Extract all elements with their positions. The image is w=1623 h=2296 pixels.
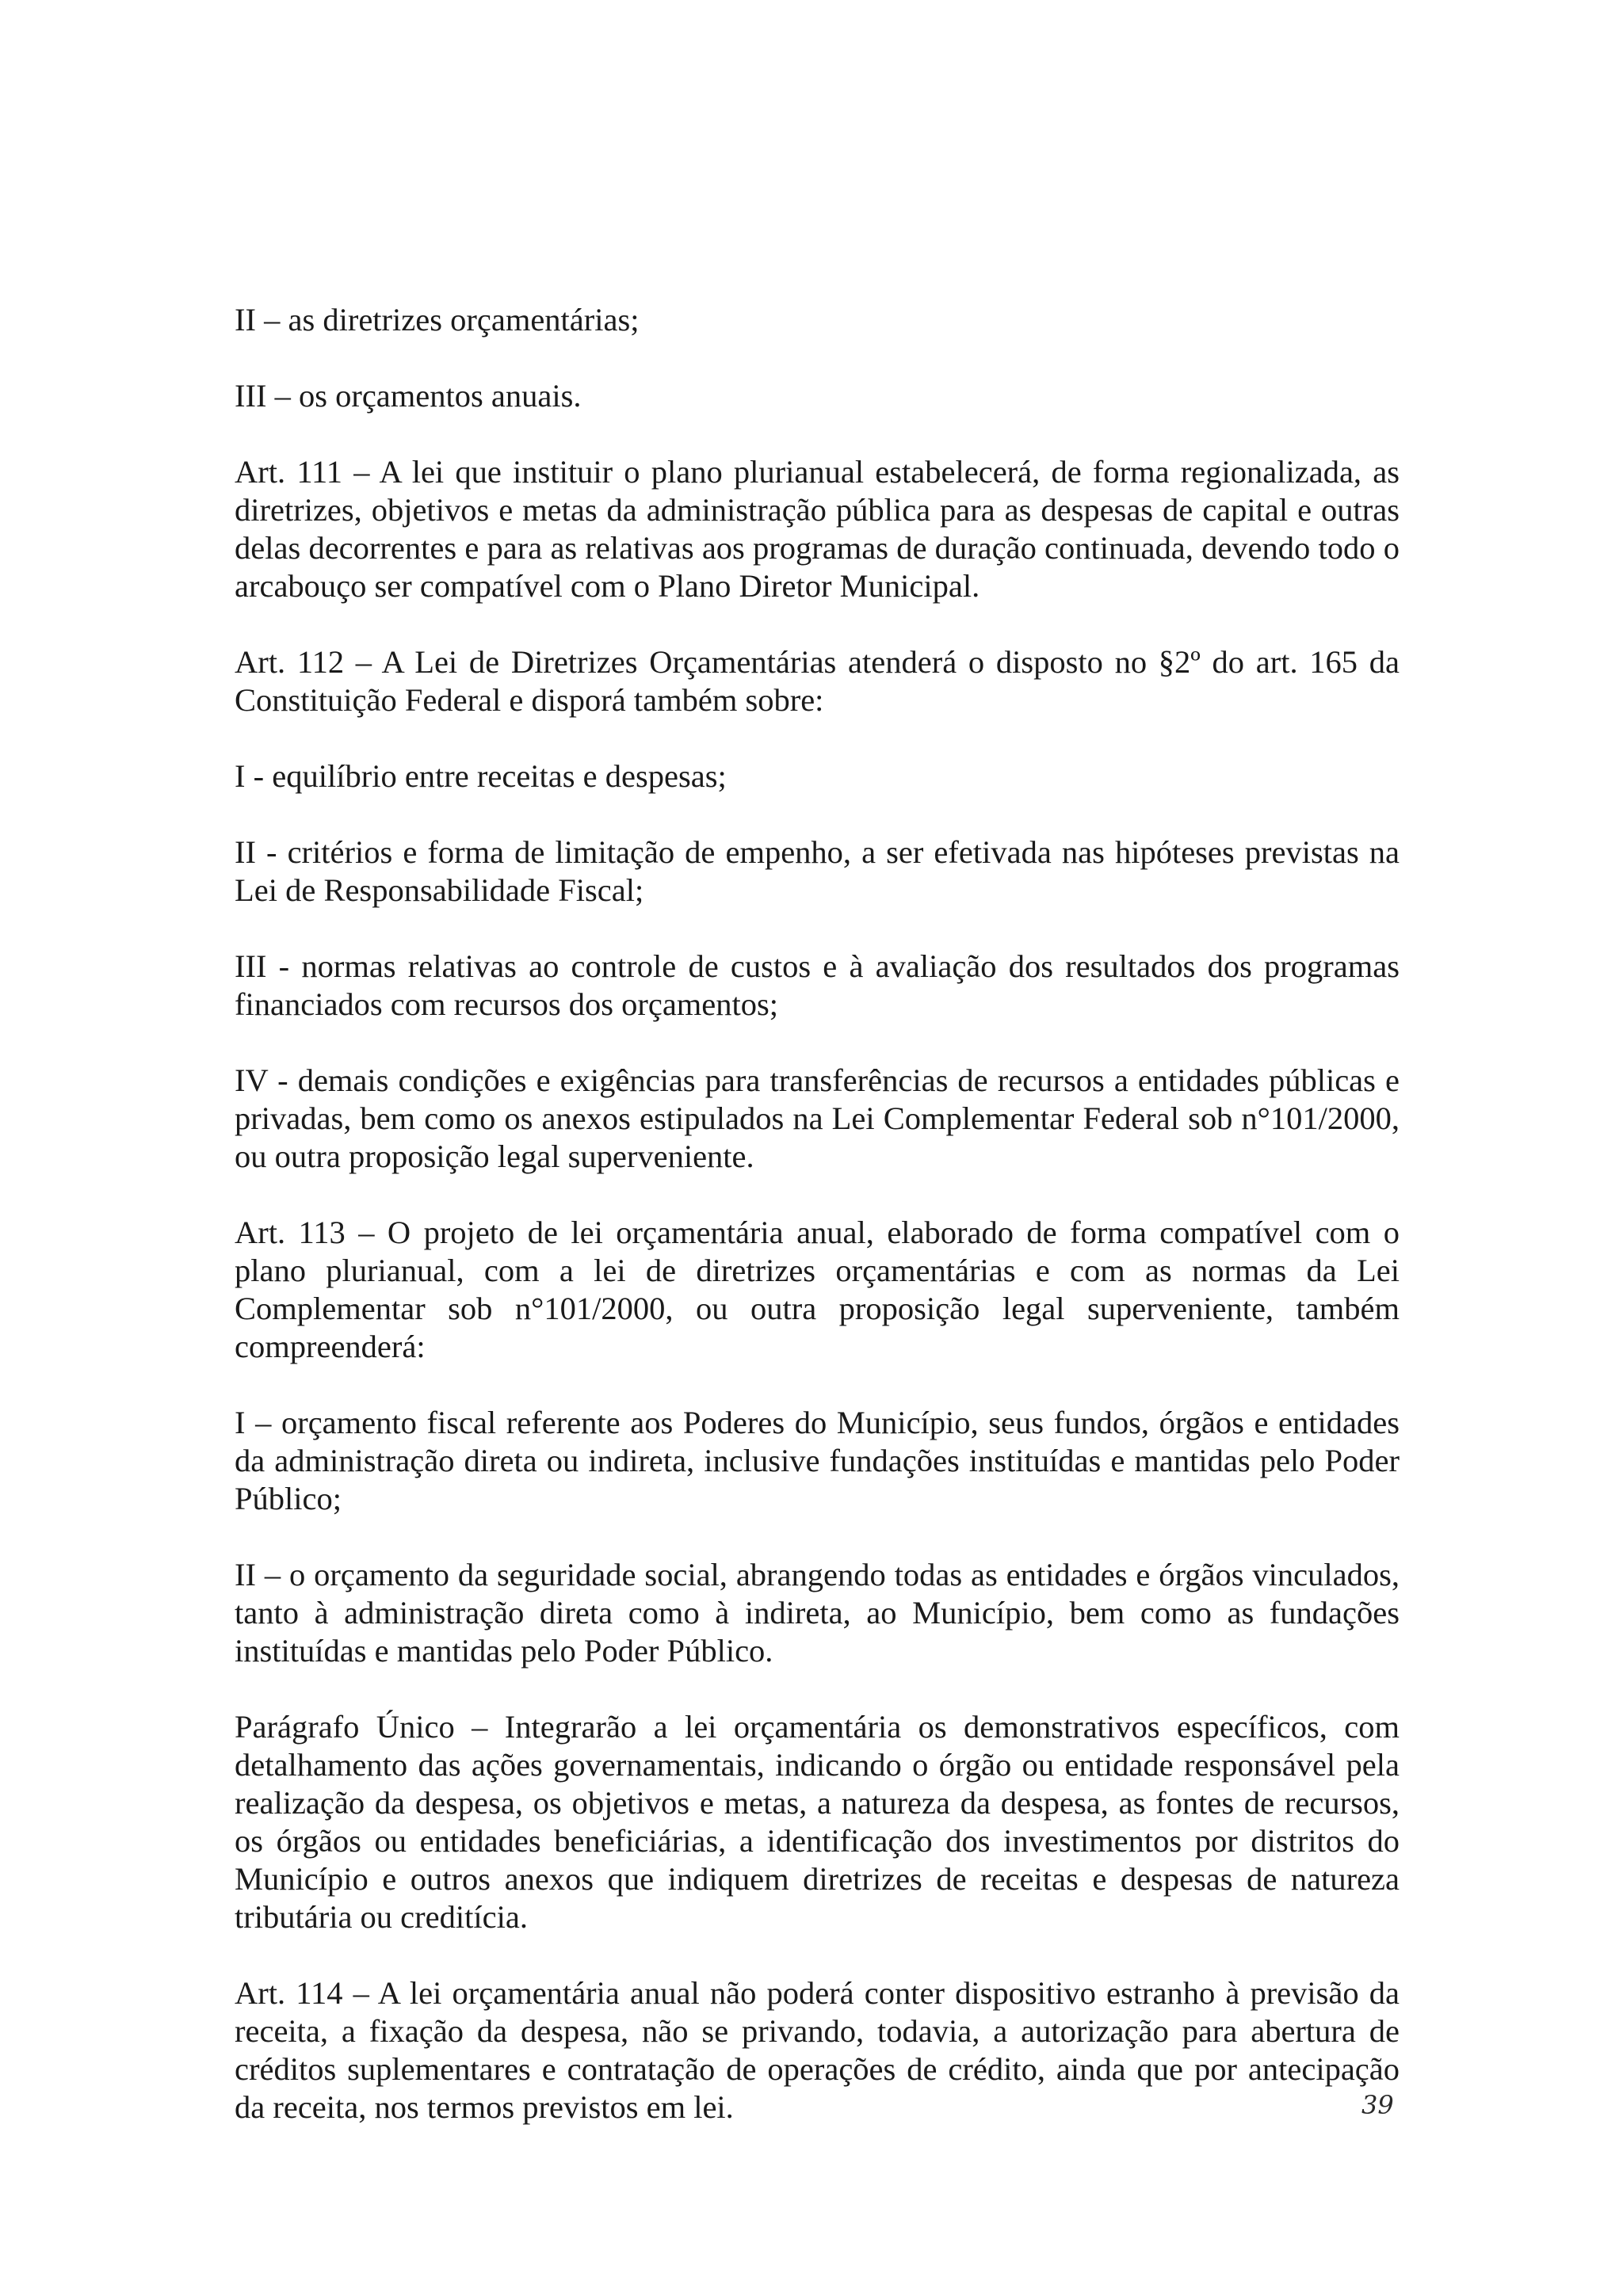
article-113-paragrafo-unico: Parágrafo Único – Integrarão a lei orçamentária os demonstrativos específicos, com detalhamento das ações governamentais, indicando o órgão ou entidade responsável pela realização da despesa, os objetivos e metas, a natureza da despesa, as fontes de recursos, os órgãos ou entidades beneficiárias, a identificação dos investimentos por distritos do Município e outros anexos que indiquem diretrizes de receitas e despesas de natureza tributária ou creditícia. bbox=[235, 1709, 1400, 1935]
article-112-item-iii: III - normas relativas ao controle de custos e à avaliação dos resultados dos programas financiados com recursos dos orçamentos; bbox=[235, 948, 1400, 1022]
article-113-item-i: I – orçamento fiscal referente aos Poderes do Município, seus fundos, órgãos e entidades da administração direta ou indireta, inclusive fundações instituídas e mantidas pelo Poder Público; bbox=[235, 1405, 1400, 1516]
article-113-item-ii: II – o orçamento da seguridade social, abrangendo todas as entidades e órgãos vinculados, tanto à administração direta como à indireta, ao Município, bem como as fundações instituídas e mantidas pelo Poder Público. bbox=[235, 1557, 1400, 1669]
article-114: Art. 114 – A lei orçamentária anual não poderá conter dispositivo estranho à previsão da receita, a fixação da despesa, não se privando, todavia, a autorização para abertura de créditos suplementares e contratação de operações de crédito, ainda que por antecipação da receita, nos termos previstos em lei. bbox=[235, 1975, 1400, 2125]
document-body bbox=[235, 301, 1400, 2164]
article-112-item-i: I - equilíbrio entre receitas e despesas; bbox=[235, 758, 727, 794]
article-111: Art. 111 – A lei que instituir o plano plurianual estabelecerá, de forma regionalizada, as diretrizes, objetivos e metas da administração pública para as despesas de capital e outras delas decorrentes e para as relativas aos programas de duração continuada, devendo todo o arcabouço ser compatível com o Plano Diretor Municipal. bbox=[235, 454, 1400, 604]
item-ii-diretrizes: II – as diretrizes orçamentárias; bbox=[235, 302, 640, 338]
article-113: Art. 113 – O projeto de lei orçamentária anual, elaborado de forma compatível com o plano plurianual, com a lei de diretrizes orçamentárias e com as normas da Lei Complementar sob n°101/2000, ou outra proposição legal superveniente, também compreenderá: bbox=[235, 1215, 1400, 1364]
page-number: 39 bbox=[1361, 2090, 1394, 2120]
article-112: Art. 112 – A Lei de Diretrizes Orçamentárias atenderá o disposto no §2º do art. 165 da Constituição Federal e disporá também sobre: bbox=[235, 644, 1400, 718]
article-112-item-ii: II - critérios e forma de limitação de empenho, a ser efetivada nas hipóteses previstas na Lei de Responsabilidade Fiscal; bbox=[235, 834, 1400, 908]
article-112-item-iv: IV - demais condições e exigências para transferências de recursos a entidades públicas e privadas, bem como os anexos estipulados na Lei Complementar Federal sob n°101/2000, ou outra proposição legal superveniente. bbox=[235, 1062, 1400, 1174]
item-iii-orcamentos: III – os orçamentos anuais. bbox=[235, 378, 582, 414]
